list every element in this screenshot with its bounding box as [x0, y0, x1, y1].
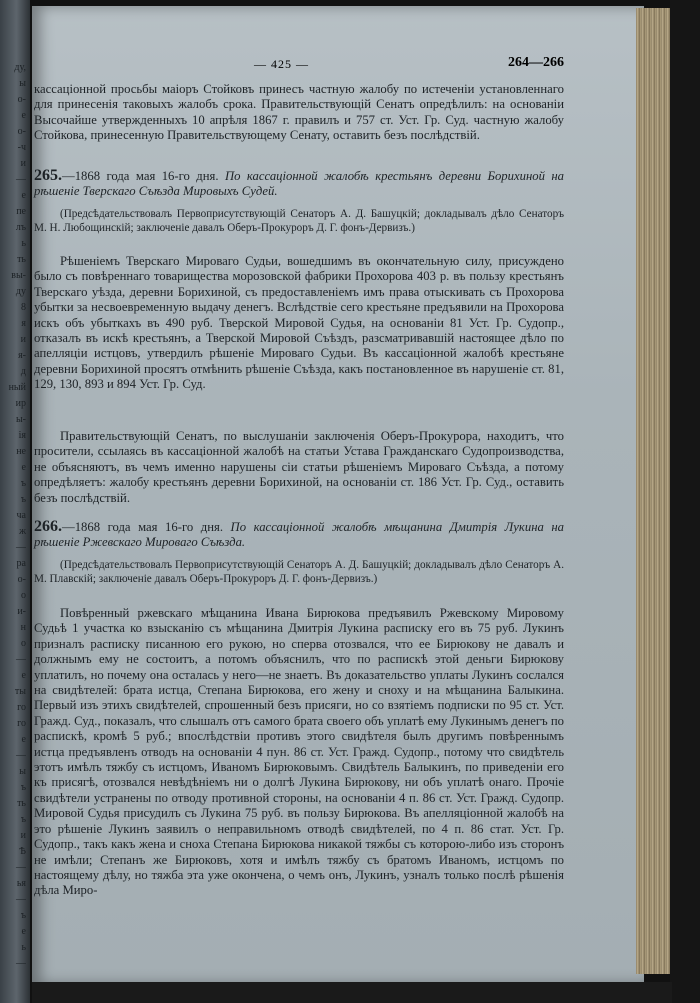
left-page-edge [0, 0, 30, 1003]
left-margin-fragment: не [16, 446, 26, 457]
page-number: — 425 — [254, 57, 309, 71]
left-margin-fragment: я [21, 318, 26, 329]
left-margin-fragment: — [16, 174, 26, 185]
left-margin-fragment: ду [15, 286, 26, 297]
case-266-title: По кассаціонной жалобѣ мѣщанина Дмитрія Лукина на рѣшеніе Ржевскаго Мироваго Съѣзда. [34, 520, 565, 550]
case-266-date: —1868 года мая 16-го дня. [62, 520, 223, 534]
left-margin-fragment: го [17, 702, 26, 713]
left-margin-fragment: ть [17, 254, 26, 265]
left-margin-fragment: вы- [11, 270, 26, 281]
case-266-heading [34, 519, 564, 551]
left-margin-fragment: н [20, 622, 26, 633]
left-margin-fragment: и- [17, 606, 26, 617]
left-margin-fragment: е [21, 462, 26, 473]
left-margin-fragment: ь [21, 238, 26, 249]
case-266-number: 266. [34, 518, 62, 535]
left-margin-fragment: — [16, 542, 26, 553]
left-margin-fragment: е [21, 734, 26, 745]
left-margin-fragment: лъ [15, 222, 26, 233]
left-margin-fragment: го [17, 718, 26, 729]
left-margin-fragment: е [21, 110, 26, 121]
left-margin-fragment: д [20, 366, 26, 377]
case-265-title: По кассаціонной жалобѣ крестьянъ деревни Борихиной на рѣшеніе Тверскаго Съѣзда Мировыхъ Судей. [34, 169, 564, 199]
left-margin-fragment: ья [16, 878, 26, 889]
left-margin-fragment: ъ [20, 814, 26, 825]
left-margin-fragment: е [21, 926, 26, 937]
background-shadow [670, 0, 700, 1003]
case-265-note: (Предсѣдательствовалъ Первоприсутствующій Сенаторъ А. Д. Башуцкій; докладывалъ дѣло Сенаторъ М. Н. Любощинскій; заключеніе давалъ Оберъ-Прокуроръ Д. Г. фонъ-Дервизъ.) [34, 208, 564, 234]
left-margin-fragment: ду, [14, 62, 26, 73]
left-margin-fragment: ь [21, 942, 26, 953]
case-266-note: (Предсѣдательствовалъ Первоприсутствующій Сенаторъ А. Д. Башуцкій; докладывалъ дѣло Сенаторъ А. М. Плавскій; заключеніе давалъ Оберъ-Прокуроръ Д. Г. фонъ-Дервизъ.) [34, 559, 564, 585]
left-margin-fragments [0, 60, 26, 972]
left-margin-fragment: Ѣ [19, 846, 26, 857]
left-margin-fragment: ъ [20, 478, 26, 489]
left-margin-fragment: и [20, 334, 26, 345]
left-margin-fragment: пе [16, 206, 26, 217]
running-header [34, 57, 564, 75]
continuation-paragraph: кассаціонной просьбы маіоръ Стойковъ принесъ частную жалобу по истеченіи установленнаго для принесенія таковыхъ жалобъ срока. Правительствующій Сенатъ опредѣлилъ: на основаніи Высочайше утвержденныхъ 10 апрѣля 1867 г. правилъ и 757 ст. Уст. Гр. Суд. частную жалобу Стойкова, принесенную Правительствующему Сенату, оставить безъ послѣдствій. [34, 82, 564, 143]
page-stack-edge [636, 8, 670, 974]
left-margin-fragment: ы- [15, 414, 26, 425]
left-margin-fragment: о- [17, 94, 26, 105]
left-margin-fragment: ир [15, 398, 26, 409]
left-margin-fragment: и [20, 830, 26, 841]
left-margin-fragment: о- [17, 126, 26, 137]
left-margin-fragment: — [16, 654, 26, 665]
left-margin-fragment: -ч [17, 142, 26, 153]
left-margin-fragment: ть [17, 798, 26, 809]
left-margin-fragment: ы [19, 766, 26, 777]
left-margin-fragment: я- [18, 350, 26, 361]
left-margin-fragment: ж [19, 526, 26, 537]
case-265-heading [34, 168, 564, 200]
left-margin-fragment: о- [17, 574, 26, 585]
left-margin-fragment: ный [8, 382, 26, 393]
left-margin-fragment: ъ [20, 910, 26, 921]
left-margin-fragment: о [21, 590, 26, 601]
left-margin-fragment: 8 [21, 302, 26, 313]
bottom-shadow [32, 982, 672, 1003]
case-265-number: 265. [34, 167, 62, 184]
left-margin-fragment: ъ [20, 494, 26, 505]
left-margin-fragment: ра [16, 558, 26, 569]
left-margin-fragment: е [21, 670, 26, 681]
left-margin-fragment: — [16, 750, 26, 761]
left-margin-fragment: ты [14, 686, 26, 697]
left-margin-fragment: ія [18, 430, 26, 441]
left-margin-fragment: ъ [20, 782, 26, 793]
left-margin-fragment: — [16, 958, 26, 969]
left-margin-fragment: о [21, 638, 26, 649]
case-265-paragraph-2: Правительствующій Сенатъ, по выслушаніи заключенія Оберъ-Прокурора, находитъ, что просители, ссылаясь въ кассаціонной жалобѣ на статьи Устава Гражданскаго Судопроизводства, не объясняютъ, въ чемъ именно нарушены сіи статьи рѣшеніемъ Мироваго Съѣзда, а потому опредѣляетъ: жалобу крестьянъ деревни Борихиной, на основаніи ст. 186 Уст. Гр. Суд., оставить безъ послѣдствій. [34, 429, 564, 505]
left-margin-fragment: — [16, 862, 26, 873]
case-range: 264—266 [508, 55, 564, 70]
left-margin-fragment: и [20, 158, 26, 169]
case-265-date: —1868 года мая 16-го дня. [62, 169, 219, 183]
left-margin-fragment: е [21, 190, 26, 201]
left-margin-fragment: — [16, 894, 26, 905]
case-265-paragraph-1: Рѣшеніемъ Тверскаго Мироваго Судьи, вошедшимъ въ окончательную силу, присуждено было съ повѣреннаго товарищества морозовской фабрики Прохорова 403 р. въ пользу крестьянъ Тверскаго уѣзда, деревни Борихиной, съ предоставленіемъ имъ права отыскивать съ Прохорова убытки за несвоевременную выдачу денегъ. Вслѣдствіе сего крестьяне предъявили на Прохорова искъ объ убыткахъ въ 490 руб. Тверской Мировой Судья, на основаніи 81 Уст. Гр. Судопр., отказалъ въ искѣ крестьянъ, а Тверской Мировой Съѣздъ, разсматривавшій настоящее дѣло по апелляціи истцовъ, утвердилъ рѣшеніе Мироваго Судьи. Въ кассаціонной жалобѣ крестьяне деревни Борихиной просятъ отмѣнить рѣшеніе Съѣзда, какъ постановленное въ нарушеніе ст. 81, 129, 130, 893 и 894 Уст. Гр. Суд. [34, 254, 564, 392]
left-margin-fragment: ы [19, 78, 26, 89]
case-266-paragraph-1: Повѣренный ржевскаго мѣщанина Ивана Бирюкова предъявилъ Ржевскому Мировому Судьѣ 1 участка ко взысканію съ мѣщанина Дмитрія Лукина расписку его въ 75 руб. Лукинъ призналъ расписку писанною его рукою, но сперва отозвался, что ее Бирюкову не давалъ и должнымъ ему не состоитъ, а потомъ объяснилъ, что по распискѣ этой деньги Бирюкову уплатилъ, но почему она осталась у него—не знаетъ. Въ доказательство уплаты Лукинъ сослался на свидѣтелей: брата истца, Степана Бирюкова, его жену и сноху и на мѣщанина Балыкина. Первый изъ этихъ свидѣтелей, спрошенный безъ присяги, но со взятіемъ подписки по 95 ст. Уст. Гражд. Суд., показалъ, что слышалъ отъ самого брата своего объ уплатѣ ему Лукинымъ денегъ по распискѣ, кромѣ 5 руб.; впослѣдствіи противъ этого свидѣтеля былъ другимъ повѣреннымъ истца предъявленъ отводъ на основаніи 4 пун. 86 ст. Уст. Гражд. Судопр., потому что свидѣтель этотъ имѣлъ тяжбу съ истцомъ, Иваномъ Бирюковымъ. Свидѣтель Балыкинъ, по приведеніи его къ присягѣ, отозвался невѣдѣніемъ ни о долгѣ Лукина Бирюкову, ни объ уплатѣ онаго. Прочіе свидѣтели устранены по отводу противной стороны, на основаніи 4 п. 86 ст. Уст. Гражд. Судопр. Мировой Судья присудилъ съ Лукина 75 руб. въ пользу Бирюкова. Въ апелляціонной жалобѣ на это рѣшеніе Лукинъ заявилъ о неправильномъ отводѣ свидѣтелей, по 4 п. 86 стат. Уст. Гр. Судопр., такъ какъ жена и сноха Степана Бирюкова никакой тяжбы съ которою-либо изъ сторонъ не имѣли; Степанъ же Бирюковъ, хотя и имѣлъ тяжбу съ братомъ Иваномъ, истцомъ по настоящему дѣлу, но тяжба эта уже окончена, о чемъ онъ, Лукинъ, узналъ только послѣ рѣшенія дѣла Миро- [34, 606, 564, 898]
left-margin-fragment: ча [16, 510, 26, 521]
